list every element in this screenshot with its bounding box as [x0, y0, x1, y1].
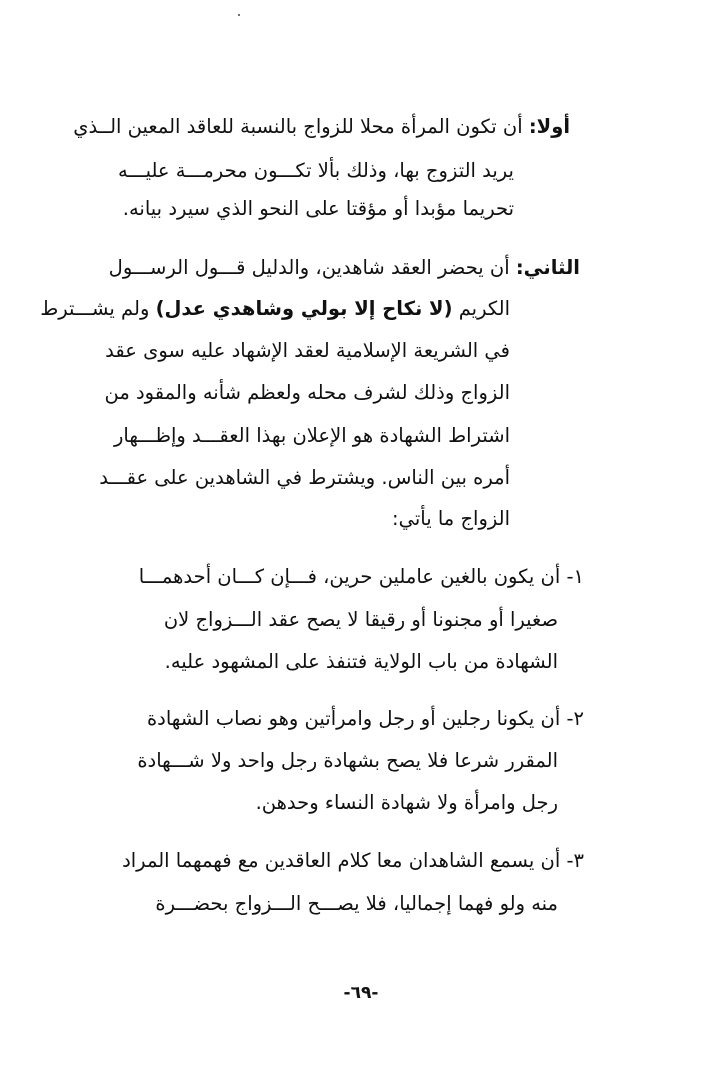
- condition-1-line-1: [114, 565, 584, 589]
- section-first-text-2: يريد التزوج بها، وذلك بألا تكـــون محرمـــة عليـــه: [118, 159, 514, 182]
- condition-2-line-3: [118, 791, 558, 815]
- condition-2-line-1: [114, 707, 584, 731]
- condition-2-text-1: أن يكونا رجلين أو رجل وامرأتين وهو نصاب الشهادة: [146, 707, 561, 730]
- section-second-text-4: الزواج وذلك لشرف محله ولعظم شأنه والمقود من: [104, 381, 510, 404]
- section-first-line-1: [73, 115, 570, 139]
- condition-3-text-2: منه ولو فهما إجماليا، فلا يصـــح الـــزواج بحضـــرة: [155, 892, 558, 915]
- section-second-line-5: [100, 424, 510, 448]
- section-second-line-1: [110, 256, 580, 280]
- section-second-text-7: الزواج ما يأتي:: [392, 507, 510, 530]
- section-first-text-3: تحريما مؤبدا أو مؤقتا على النحو الذي سيرد بيانه.: [122, 197, 514, 220]
- section-second-text-6: أمره بين الناس. ويشترط في الشاهدين على عقـــد: [99, 466, 510, 489]
- section-first-label: أولا:: [528, 115, 570, 138]
- condition-2-text-3: رجل وامرأة ولا شهادة النساء وحدهن.: [255, 791, 558, 814]
- section-second-line-2: [40, 297, 510, 321]
- section-second-text-3: في الشريعة الإسلامية لعقد الإشهاد عليه سوى عقد: [105, 339, 510, 362]
- condition-1-number: ١-: [566, 565, 584, 588]
- section-second-text-5: اشتراط الشهادة هو الإعلان بهذا العقـــد وإظـــهار: [113, 424, 510, 447]
- section-second-text-1: أن يحضر العقد شاهدين، والدليل قـــول الرســـول: [108, 256, 510, 279]
- hadith-quote: (لا نكاح إلا بولي وشاهدي عدل): [155, 297, 453, 320]
- section-second-line-6: [100, 466, 510, 490]
- condition-1-text-1: أن يكون بالغين عاملين حرين، فـــإن كـــان أحدهمـــا: [138, 565, 561, 588]
- condition-3-text-1: أن يسمع الشاهدان معا كلام العاقدين مع فهمهما المراد: [122, 849, 561, 872]
- section-first-text-1: أن تكون المرأة محلا للزواج بالنسبة للعاقد المعين الــذي: [73, 115, 523, 138]
- condition-2-text-2: المقرر شرعا فلا يصح بشهادة رجل واحد ولا شـــهادة: [137, 749, 558, 772]
- scan-speck: [238, 14, 240, 16]
- section-first-line-3: [104, 197, 514, 221]
- condition-1-text-2: صغيرا أو مجنونا أو رقيقا لا يصح عقد الـــزواج لان: [163, 608, 558, 631]
- section-second-text-2b: ولم يشـــترط: [40, 297, 150, 320]
- condition-1-line-3: [118, 650, 558, 674]
- condition-1-text-3: الشهادة من باب الولاية فتنفذ على المشهود عليه.: [164, 650, 558, 673]
- condition-3-line-1: [114, 849, 584, 873]
- section-second-text-2a: الكريم: [458, 297, 510, 320]
- section-second-line-3: [100, 339, 510, 363]
- section-first-line-2: [104, 159, 514, 183]
- condition-1-line-2: [118, 608, 558, 632]
- condition-3-line-2: [118, 892, 558, 916]
- section-second-label: الثاني:: [515, 256, 580, 279]
- condition-2-line-2: [118, 749, 558, 773]
- condition-2-number: ٢-: [566, 707, 584, 730]
- condition-3-number: ٣-: [566, 849, 584, 872]
- section-second-line-4: [100, 381, 510, 405]
- page-number: -٦٩-: [343, 983, 379, 1003]
- section-second-line-7: [100, 507, 510, 531]
